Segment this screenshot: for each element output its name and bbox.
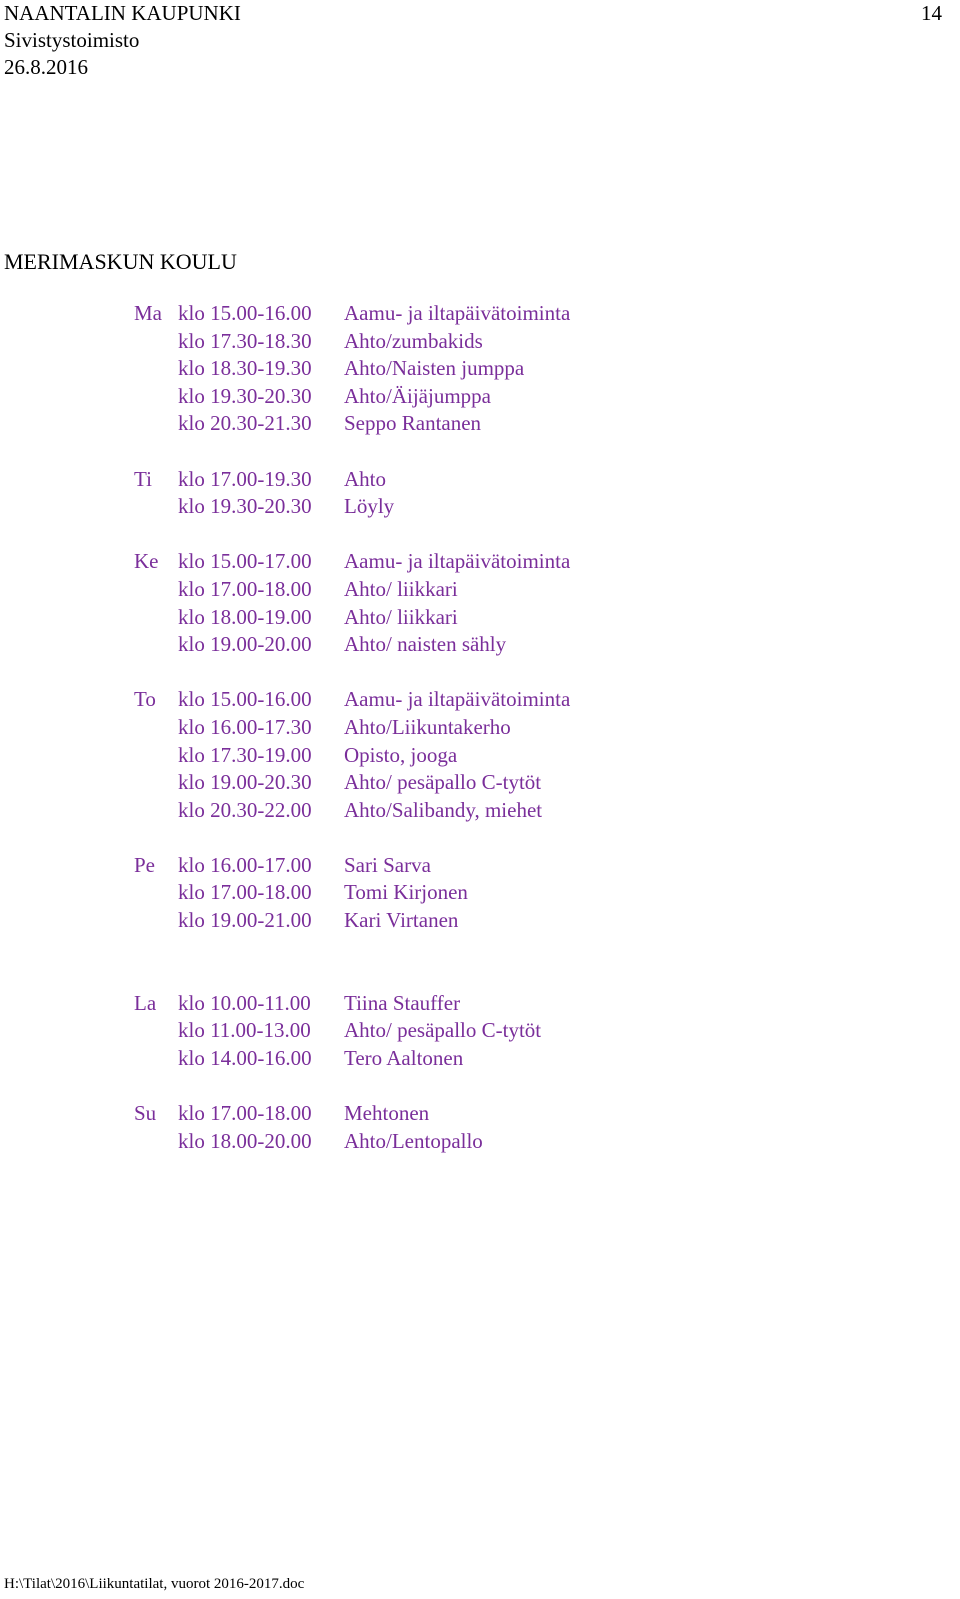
time-slot: klo 18.00-19.00 bbox=[178, 604, 312, 629]
booking-user: Ahto/Salibandy, miehet bbox=[344, 797, 543, 822]
booking-user: Tomi Kirjonen bbox=[344, 880, 468, 905]
time-slot: klo 19.30-20.30 bbox=[178, 383, 312, 408]
time-slot: klo 16.00-17.00 bbox=[178, 852, 312, 877]
time-slot: klo 16.00-17.30 bbox=[178, 714, 312, 739]
booking-user: Kari Virtanen bbox=[344, 908, 459, 933]
time-slot: klo 14.00-16.00 bbox=[178, 1045, 312, 1070]
time-slot: klo 20.30-21.30 bbox=[178, 411, 312, 436]
day-label: Pe bbox=[134, 852, 155, 877]
booking-user: Tero Aaltonen bbox=[344, 1045, 464, 1070]
time-slot: klo 15.00-17.00 bbox=[178, 549, 312, 574]
time-slot: klo 18.00-20.00 bbox=[178, 1128, 312, 1153]
time-slot: klo 17.30-18.30 bbox=[178, 328, 312, 353]
day-group-ma bbox=[134, 300, 934, 438]
day-group-ke bbox=[134, 548, 934, 658]
day-group-la bbox=[134, 990, 934, 1073]
time-slot: klo 19.00-20.00 bbox=[178, 632, 312, 657]
booking-user: Ahto/Lentopallo bbox=[344, 1128, 483, 1153]
time-slot: klo 18.30-19.30 bbox=[178, 356, 312, 381]
time-slot: klo 17.00-19.30 bbox=[178, 466, 312, 491]
booking-user: Ahto/ pesäpallo C-tytöt bbox=[344, 1018, 542, 1043]
time-slot: klo 11.00-13.00 bbox=[178, 1018, 311, 1043]
booking-user: Ahto/zumbakids bbox=[344, 328, 483, 353]
booking-user: Ahto/ naisten sähly bbox=[344, 632, 507, 657]
time-slot: klo 19.30-20.30 bbox=[178, 494, 312, 519]
day-group-to bbox=[134, 686, 934, 824]
document-date: 26.8.2016 bbox=[4, 55, 88, 79]
booking-user: Ahto/Liikuntakerho bbox=[344, 714, 511, 739]
footer-file-path: H:\Tilat\2016\Liikuntatilat, vuorot 2016-2017.doc bbox=[4, 1576, 305, 1592]
day-group-ti bbox=[134, 466, 934, 521]
day-label: Ma bbox=[134, 301, 162, 325]
booking-user: Sari Sarva bbox=[344, 852, 431, 877]
booking-user: Seppo Rantanen bbox=[344, 411, 482, 436]
booking-user: Ahto/ pesäpallo C-tytöt bbox=[344, 770, 542, 795]
booking-user: Opisto, jooga bbox=[344, 742, 458, 767]
page-number: 14 bbox=[921, 1, 942, 25]
booking-user: Ahto/Naisten jumppa bbox=[344, 356, 525, 381]
day-group-pe bbox=[134, 852, 934, 935]
booking-user: Mehtonen bbox=[344, 1101, 430, 1126]
booking-user: Ahto bbox=[344, 466, 386, 491]
booking-user: Ahto/ liikkari bbox=[344, 576, 458, 601]
day-label: La bbox=[134, 990, 157, 1015]
time-slot: klo 19.00-21.00 bbox=[178, 908, 312, 933]
day-label: To bbox=[134, 687, 156, 712]
booking-user: Ahto/ liikkari bbox=[344, 604, 458, 629]
time-slot: klo 19.00-20.30 bbox=[178, 770, 312, 795]
time-slot: klo 10.00-11.00 bbox=[178, 990, 311, 1015]
org-name: NAANTALIN KAUPUNKI bbox=[4, 1, 241, 25]
booking-user: Aamu- ja iltapäivätoiminta bbox=[344, 549, 571, 574]
department-name: Sivistystoimisto bbox=[4, 28, 140, 52]
page-title: MERIMASKUN KOULU bbox=[4, 249, 237, 274]
day-label: Su bbox=[134, 1101, 157, 1126]
page-header bbox=[4, 0, 956, 81]
time-slot: klo 17.30-19.00 bbox=[178, 742, 312, 767]
booking-user: Tiina Stauffer bbox=[344, 990, 461, 1015]
time-slot: klo 15.00-16.00 bbox=[178, 687, 312, 712]
day-label: Ke bbox=[134, 549, 159, 574]
schedule-table bbox=[134, 300, 934, 1155]
time-slot: klo 15.00-16.00 bbox=[178, 301, 312, 325]
booking-user: Ahto/Äijäjumppa bbox=[344, 383, 491, 408]
time-slot: klo 20.30-22.00 bbox=[178, 797, 312, 822]
day-label: Ti bbox=[134, 466, 152, 491]
day-group-su bbox=[134, 1100, 934, 1155]
time-slot: klo 17.00-18.00 bbox=[178, 1101, 312, 1126]
time-slot: klo 17.00-18.00 bbox=[178, 576, 312, 601]
time-slot: klo 17.00-18.00 bbox=[178, 880, 312, 905]
booking-user: Aamu- ja iltapäivätoiminta bbox=[344, 687, 571, 712]
booking-user: Löyly bbox=[344, 494, 395, 519]
booking-user: Aamu- ja iltapäivätoiminta bbox=[344, 301, 571, 325]
